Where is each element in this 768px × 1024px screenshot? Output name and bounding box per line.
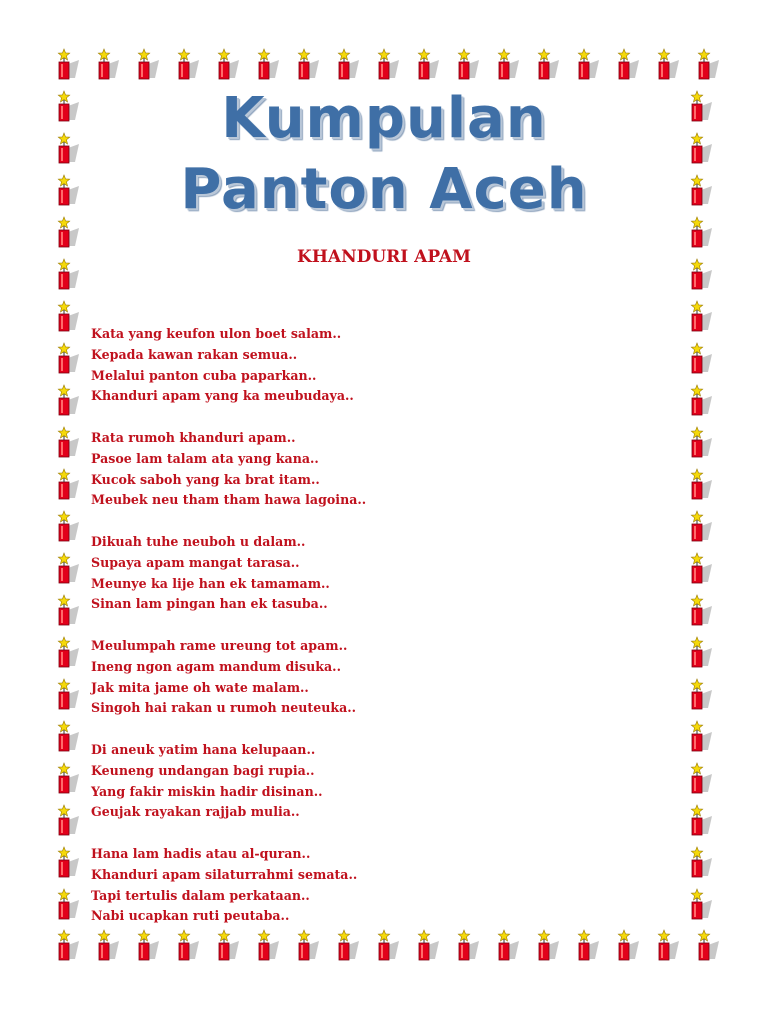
poem-line: Kucok saboh yang ka brat itam.. <box>91 471 320 487</box>
poem-body <box>91 324 651 948</box>
firecracker-icon <box>378 49 399 79</box>
firecracker-icon <box>58 889 79 919</box>
poem-line: Ineng ngon agam mandum disuka.. <box>91 658 341 674</box>
firecracker-icon <box>691 427 712 457</box>
poem-line: Hana lam hadis atau al-quran.. <box>91 845 311 861</box>
poem-line: Meulumpah rame ureung tot apam.. <box>91 637 348 653</box>
firecracker-icon <box>218 49 239 79</box>
poem-subtitle: KHANDURI APAM <box>297 247 471 267</box>
firecracker-icon <box>658 930 679 960</box>
firecracker-icon <box>691 889 712 919</box>
stanza-3 <box>91 532 651 615</box>
firecracker-icon <box>691 385 712 415</box>
stanza-6 <box>91 844 651 927</box>
poem-line: Meubek neu tham tham hawa lagoina.. <box>91 492 367 508</box>
firecracker-icon <box>58 553 79 583</box>
firecracker-icon <box>691 679 712 709</box>
firecracker-icon <box>458 49 479 79</box>
stanza-2 <box>91 428 651 511</box>
stanza-5 <box>91 740 651 823</box>
poem-line: Meunye ka lije han ek tamamam.. <box>91 575 330 591</box>
firecracker-icon <box>258 49 279 79</box>
firecracker-icon <box>138 49 159 79</box>
firecracker-icon <box>58 805 79 835</box>
page-title-line-2: Panton Aceh <box>180 157 588 222</box>
firecracker-icon <box>691 511 712 541</box>
poem-line: Singoh hai rakan u rumoh neuteuka.. <box>91 700 357 716</box>
firecracker-icon <box>58 427 79 457</box>
firecracker-icon <box>58 49 79 79</box>
firecracker-icon <box>698 930 719 960</box>
firecracker-icon <box>618 49 639 79</box>
poem-line: Keuneng undangan bagi rupia.. <box>91 762 315 778</box>
poem-line: Pasoe lam talam ata yang kana.. <box>91 450 319 466</box>
firecracker-icon <box>691 847 712 877</box>
poem-line: Melalui panton cuba paparkan.. <box>91 367 317 383</box>
firecracker-icon <box>691 301 712 331</box>
firecracker-icon <box>58 343 79 373</box>
firecracker-icon <box>58 595 79 625</box>
firecracker-icon <box>691 217 712 247</box>
firecracker-icon <box>578 49 599 79</box>
firecracker-icon <box>58 679 79 709</box>
firecracker-icon <box>178 49 199 79</box>
firecracker-icon <box>58 511 79 541</box>
firecracker-icon <box>418 49 439 79</box>
firecracker-icon <box>691 343 712 373</box>
firecracker-icon <box>298 49 319 79</box>
stanza-4 <box>91 636 651 719</box>
poem-line: Kata yang keufon ulon boet salam.. <box>91 326 342 341</box>
firecracker-icon <box>691 805 712 835</box>
poem-line: Supaya apam mangat tarasa.. <box>91 554 300 570</box>
firecracker-icon <box>691 553 712 583</box>
poem-line: Dikuah tuhe neuboh u dalam.. <box>91 533 306 549</box>
firecracker-icon <box>58 847 79 877</box>
firecracker-icon <box>58 637 79 667</box>
firecracker-icon <box>498 49 519 79</box>
firecracker-icon <box>98 49 119 79</box>
poem-line: Geujak rayakan rajjab mulia.. <box>91 804 300 820</box>
firecracker-icon <box>691 469 712 499</box>
firecracker-icon <box>338 49 359 79</box>
firecracker-icon <box>58 385 79 415</box>
firecracker-icon <box>58 721 79 751</box>
poem-line: Sinan lam pingan han ek tasuba.. <box>91 596 328 612</box>
firecracker-icon <box>58 930 79 960</box>
poem-line: Yang fakir miskin hadir disinan.. <box>91 783 323 799</box>
firecracker-icon <box>691 595 712 625</box>
poem-line: Di aneuk yatim hana kelupaan.. <box>91 741 316 757</box>
firecracker-icon <box>58 301 79 331</box>
poem-line: Kepada kawan rakan semua.. <box>91 346 298 362</box>
firecracker-icon <box>698 49 719 79</box>
firecracker-icon <box>691 721 712 751</box>
page-title-line-1: Kumpulan <box>221 86 547 151</box>
firecracker-icon <box>58 763 79 793</box>
firecracker-icon <box>58 469 79 499</box>
poem-line: Tapi tertulis dalam perkataan.. <box>91 887 310 903</box>
firecracker-icon <box>691 637 712 667</box>
firecracker-icon <box>58 217 79 247</box>
firecracker-icon <box>538 49 559 79</box>
firecracker-icon <box>658 49 679 79</box>
poem-line: Nabi ucapkan ruti peutaba.. <box>91 908 290 924</box>
poem-line: Rata rumoh khanduri apam.. <box>91 429 296 445</box>
stanza-1 <box>91 324 651 407</box>
poem-line: Khanduri apam yang ka meubudaya.. <box>91 388 354 404</box>
firecracker-icon <box>691 763 712 793</box>
poem-line: Jak mita jame oh wate malam.. <box>91 679 309 695</box>
poem-line: Khanduri apam silaturrahmi semata.. <box>91 866 358 882</box>
